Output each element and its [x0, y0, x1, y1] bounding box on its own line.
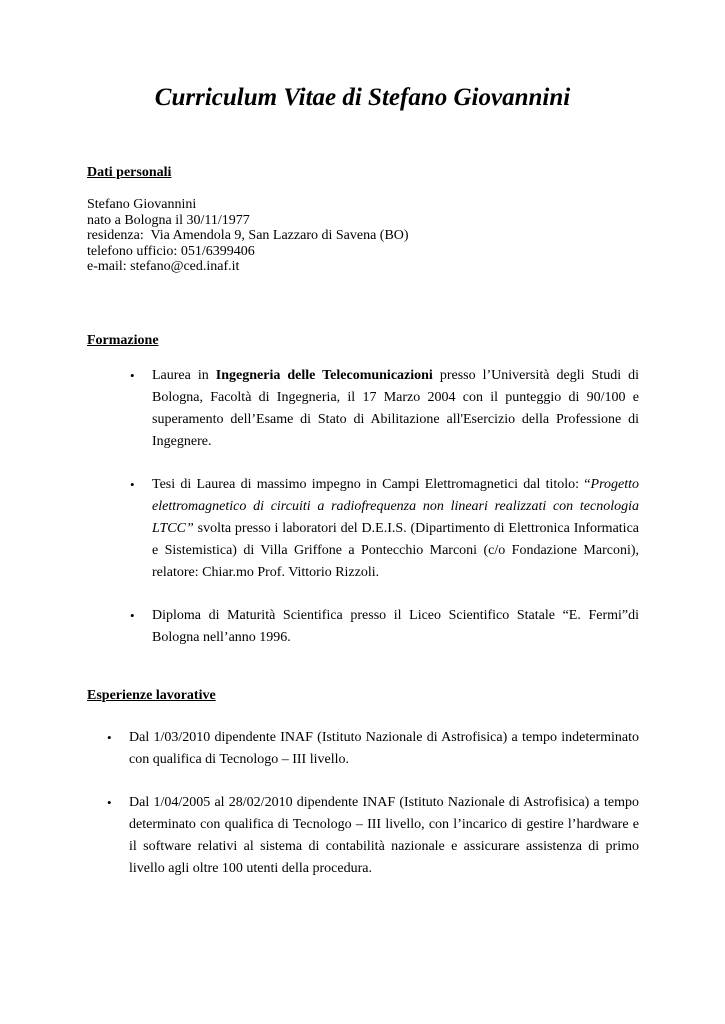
list-item [130, 474, 639, 584]
list-item [107, 727, 639, 771]
personal-data-block [87, 197, 409, 275]
personal-name: Stefano Giovannini [87, 197, 197, 212]
bullet-icon: • [130, 368, 135, 383]
personal-email: e-mail: stefano@ced.inaf.it [87, 259, 240, 275]
education-item-2-post: svolta presso i laboratori del D.E.I.S. (Dipartimento di Elettronica Informatica e Sistemistica) di Villa Griffone a Pontecchio Marconi (c/o Fondazione Marconi), relatore: Chiar.mo Prof. Vittorio Rizzoli. [152, 521, 639, 580]
education-item-3-text: Diploma di Maturità Scientifica presso il Liceo Scientifico Statale “E. Fermi”di Bologna nell’anno 1996. [152, 608, 639, 645]
section-heading-experience: Esperienze lavorative [87, 688, 216, 703]
list-item [107, 792, 639, 880]
bullet-icon: • [107, 795, 112, 810]
experience-item-2-text: Dal 1/04/2005 al 28/02/2010 dipendente INAF (Istituto Nazionale di Astrofisica) a tempo determinato con qualifica di Tecnologo – III livello, con l’incarico di gestire l’hardware e il software relativi al sistema di contabilità nazionale e assicurare assistenza di primo livello agli oltre 100 utenti della procedura. [129, 795, 639, 876]
list-item [130, 605, 639, 649]
section-heading-personal: Dati personali [87, 165, 172, 180]
list-item [130, 365, 639, 453]
education-item-2-pre: Tesi di Laurea di massimo impegno in Campi Elettromagnetici dal titolo: “ [152, 477, 591, 492]
bullet-icon: • [107, 730, 112, 745]
experience-list [107, 727, 639, 880]
education-item-2-thesis-title: Progetto elettromagnetico di circuiti a radiofrequenza non lineari realizzati con tecnologia LTCC” [152, 477, 639, 536]
education-list [130, 365, 639, 649]
document-title: Curriculum Vitae di Stefano Giovannini [154, 84, 571, 111]
personal-birth: nato a Bologna il 30/11/1977 [87, 212, 250, 228]
education-item-1-pre: Laurea in [152, 368, 216, 383]
personal-phone: telefono ufficio: 051/6399406 [87, 243, 255, 259]
education-item-1-post: presso l’Università degli Studi di Bologna, Facoltà di Ingegneria, il 17 Marzo 2004 con il punteggio di 90/100 e superamento dell’Esame di Stato di Abilitazione all'Esercizio della Professione di Ingegnere. [152, 368, 639, 449]
personal-residence: residenza: Via Amendola 9, San Lazzaro di Savena (BO) [87, 228, 409, 244]
education-item-1-degree: Ingegneria delle Telecomunicazioni [215, 368, 433, 383]
bullet-icon: • [130, 608, 135, 623]
bullet-icon: • [130, 477, 135, 492]
section-heading-education: Formazione [87, 333, 159, 348]
experience-item-1-text: Dal 1/03/2010 dipendente INAF (Istituto Nazionale di Astrofisica) a tempo indeterminato con qualifica di Tecnologo – III livello. [129, 730, 639, 767]
